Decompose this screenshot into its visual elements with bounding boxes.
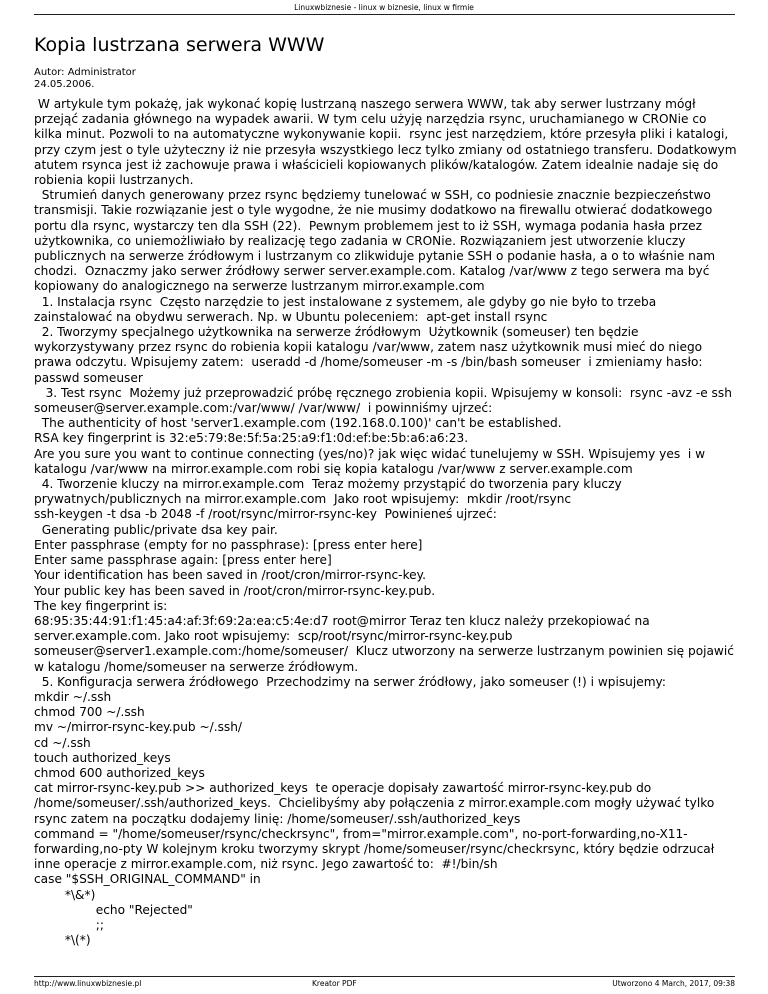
footer-divider [34, 976, 735, 977]
article-body: W artykule tym pokażę, jak wykonać kopię lustrzaną naszego serwera WWW, tak aby serwer lustrzany mógł przejąć zadania głównego na wypadek awarii. W tym celu użyję narzędzia rsync, uruchamianego w CRONie co kilka minut. Pozwoli to na automatyczne wykonywanie kopii. rsync jest narzędziem, które przesyła pliki i katalogi, przy czym jest o tyle użyteczny iż nie przesyła wszystkiego lecz tylko zmiany od ostatniego transferu. Dodatkowym atutem rsynca jest iż zachowuje prawa i właścicieli kopiowanych plików/katalogów. Zatem idealnie nadaje się do robienia kopii lustrzanych. Strumień danych generowany przez rsync będziemy tunelować w SSH, co podniesie znacznie bezpieczeństwo transmisji. Takie rozwiązanie jest o tyle wygodne, że nie musimy dodatkowo na firewallu otwierać dodatkowego portu dla rsync, wystarczy ten dla SSH (22). Pewnym problemem jest to iż SSH, wymaga podania hasła przez użytkownika, co uniemożliwiało by realizację tego zadania w CRONie. Rozwiązaniem jest utworzenie kluczy publicznych na serwerze źródłowym i lustrzanym co zlikwiduje pytanie SSH o podanie hasła, a o to właśnie nam chodzi. Oznaczmy jako serwer źródłowy serwer server.example.com. Katalog /var/www z tego serwera ma być kopiowany do analogicznego na serwerze lustrzanym mirror.example.com 1. Instalacja rsync Często narzędzie to jest instalowane z systemem, ale gdyby go nie było to trzeba zainstalować na obydwu serwerach. Np. w Ubuntu poleceniem: apt-get install rsync 2. Tworzymy specjalnego użytkownika na serwerze źródłowym Użytkownik (someuser) ten będzie wykorzystywany przez rsync do robienia kopii katalogu /var/www, zatem nasz użytkownik musi mieć do niego prawa odczytu. Wpisujemy zatem: useradd -d /home/someuser -m -s /bin/bash someuser i zmieniamy hasło: passwd someuser 3. Test rsync Możemy już przeprowadzić próbę ręcznego zrobienia kopii. Wpisujemy w konsoli: rsync -avz -e ssh someuser@server.example.com:/var/www/ /var/www/ i powinniśmy ujrzeć: The authenticity of host 'server1.example.com (192.168.0.100)' can't be established. RSA key fingerprint is 32:e5:79:8e:5f:5a:25:a9:f1:0d:ef:be:5b:a6:a6:23. Are you sure you want to continue connecting (yes/no)? jak więc widać tunelujemy w SSH. Wpisujemy yes i w katalogu /var/www na mirror.example.com robi się kopia katalogu /var/www z server.example.com 4. Tworzenie kluczy na mirror.example.com Teraz możemy przystąpić do tworzenia pary kluczy prywatnych/publicznych na mirror.example.com Jako root wpisujemy: mkdir /root/rsync ssh-keygen -t dsa -b 2048 -f /root/rsync/mirror-rsync-key Powinieneś ujrzeć: Generating public/private dsa key pair. Enter passphrase (empty for no passphrase): [press enter here] Enter same passphrase again: [press enter here] Your identification has been saved in /root/cron/mirror-rsync-key. Your public key has been saved in /root/cron/mirror-rsync-key.pub. The key fingerprint is: 68:95:35:44:91:f1:45:a4:af:3f:69:2a:ea:c5:4e:d7 root@mirror Teraz ten klucz należy przekopiować na server.example.com. Jako root wpisujemy: scp/root/rsync/mirror-rsync-key.pub someuser@server1.example.com:/home/someuser/ Klucz utworzony na serwerze lustrzanym powinien się pojawić w katalogu /home/someuser na serwerze źródłowym. 5. Konfiguracja serwera źródłowego Przechodzimy na serwer źródłowy, jako someuser (!) i wpisujemy: mkdir ~/.ssh chmod 700 ~/.ssh mv ~/mirror-rsync-key.pub ~/.ssh/ cd ~/.ssh touch authorized_keys chmod 600 authorized_keys cat mirror-rsync-key.pub >> authorized_keys te operacje dopisały zawartość mirror-rsync-key.pub do /home/someuser/.ssh/authorized_keys. Chcielibyśmy aby połączenia z mirror.example.com mogły używać tylko rsync zatem na początku dodajemy linię: /home/someuser/.ssh/authorized_keys command = "/home/someuser/rsync/checkrsync", from="mirror.example.com", no-port-forwarding,no-X11-forwarding,no-pty W kolejnym kroku tworzymy skrypt /home/someuser/rsync/checkrsync, który będzie odrzucał inne operacje z mirror.example.com, niż rsync. Jego zawartość to: #!/bin/sh case "$SSH_ORIGINAL_COMMAND" in *\&*) echo "Rejected" ;; *\(*) [34, 97, 737, 948]
footer-site-url: http://www.linuxwbiznesie.pl [34, 979, 142, 988]
article-title: Kopia lustrzana serwera WWW [34, 34, 325, 56]
article-meta [34, 67, 136, 91]
publish-date: 24.05.2006. [34, 79, 95, 90]
page-header: Linuxwbiznesie - linux w biznesie, linux w firmie [294, 3, 474, 12]
page-footer [34, 979, 735, 989]
header-divider [34, 14, 735, 15]
footer-creator: Kreator PDF [312, 979, 357, 988]
author-line: Autor: Administrator [34, 67, 136, 78]
footer-created-date: Utworzono 4 March, 2017, 09:38 [612, 979, 735, 988]
